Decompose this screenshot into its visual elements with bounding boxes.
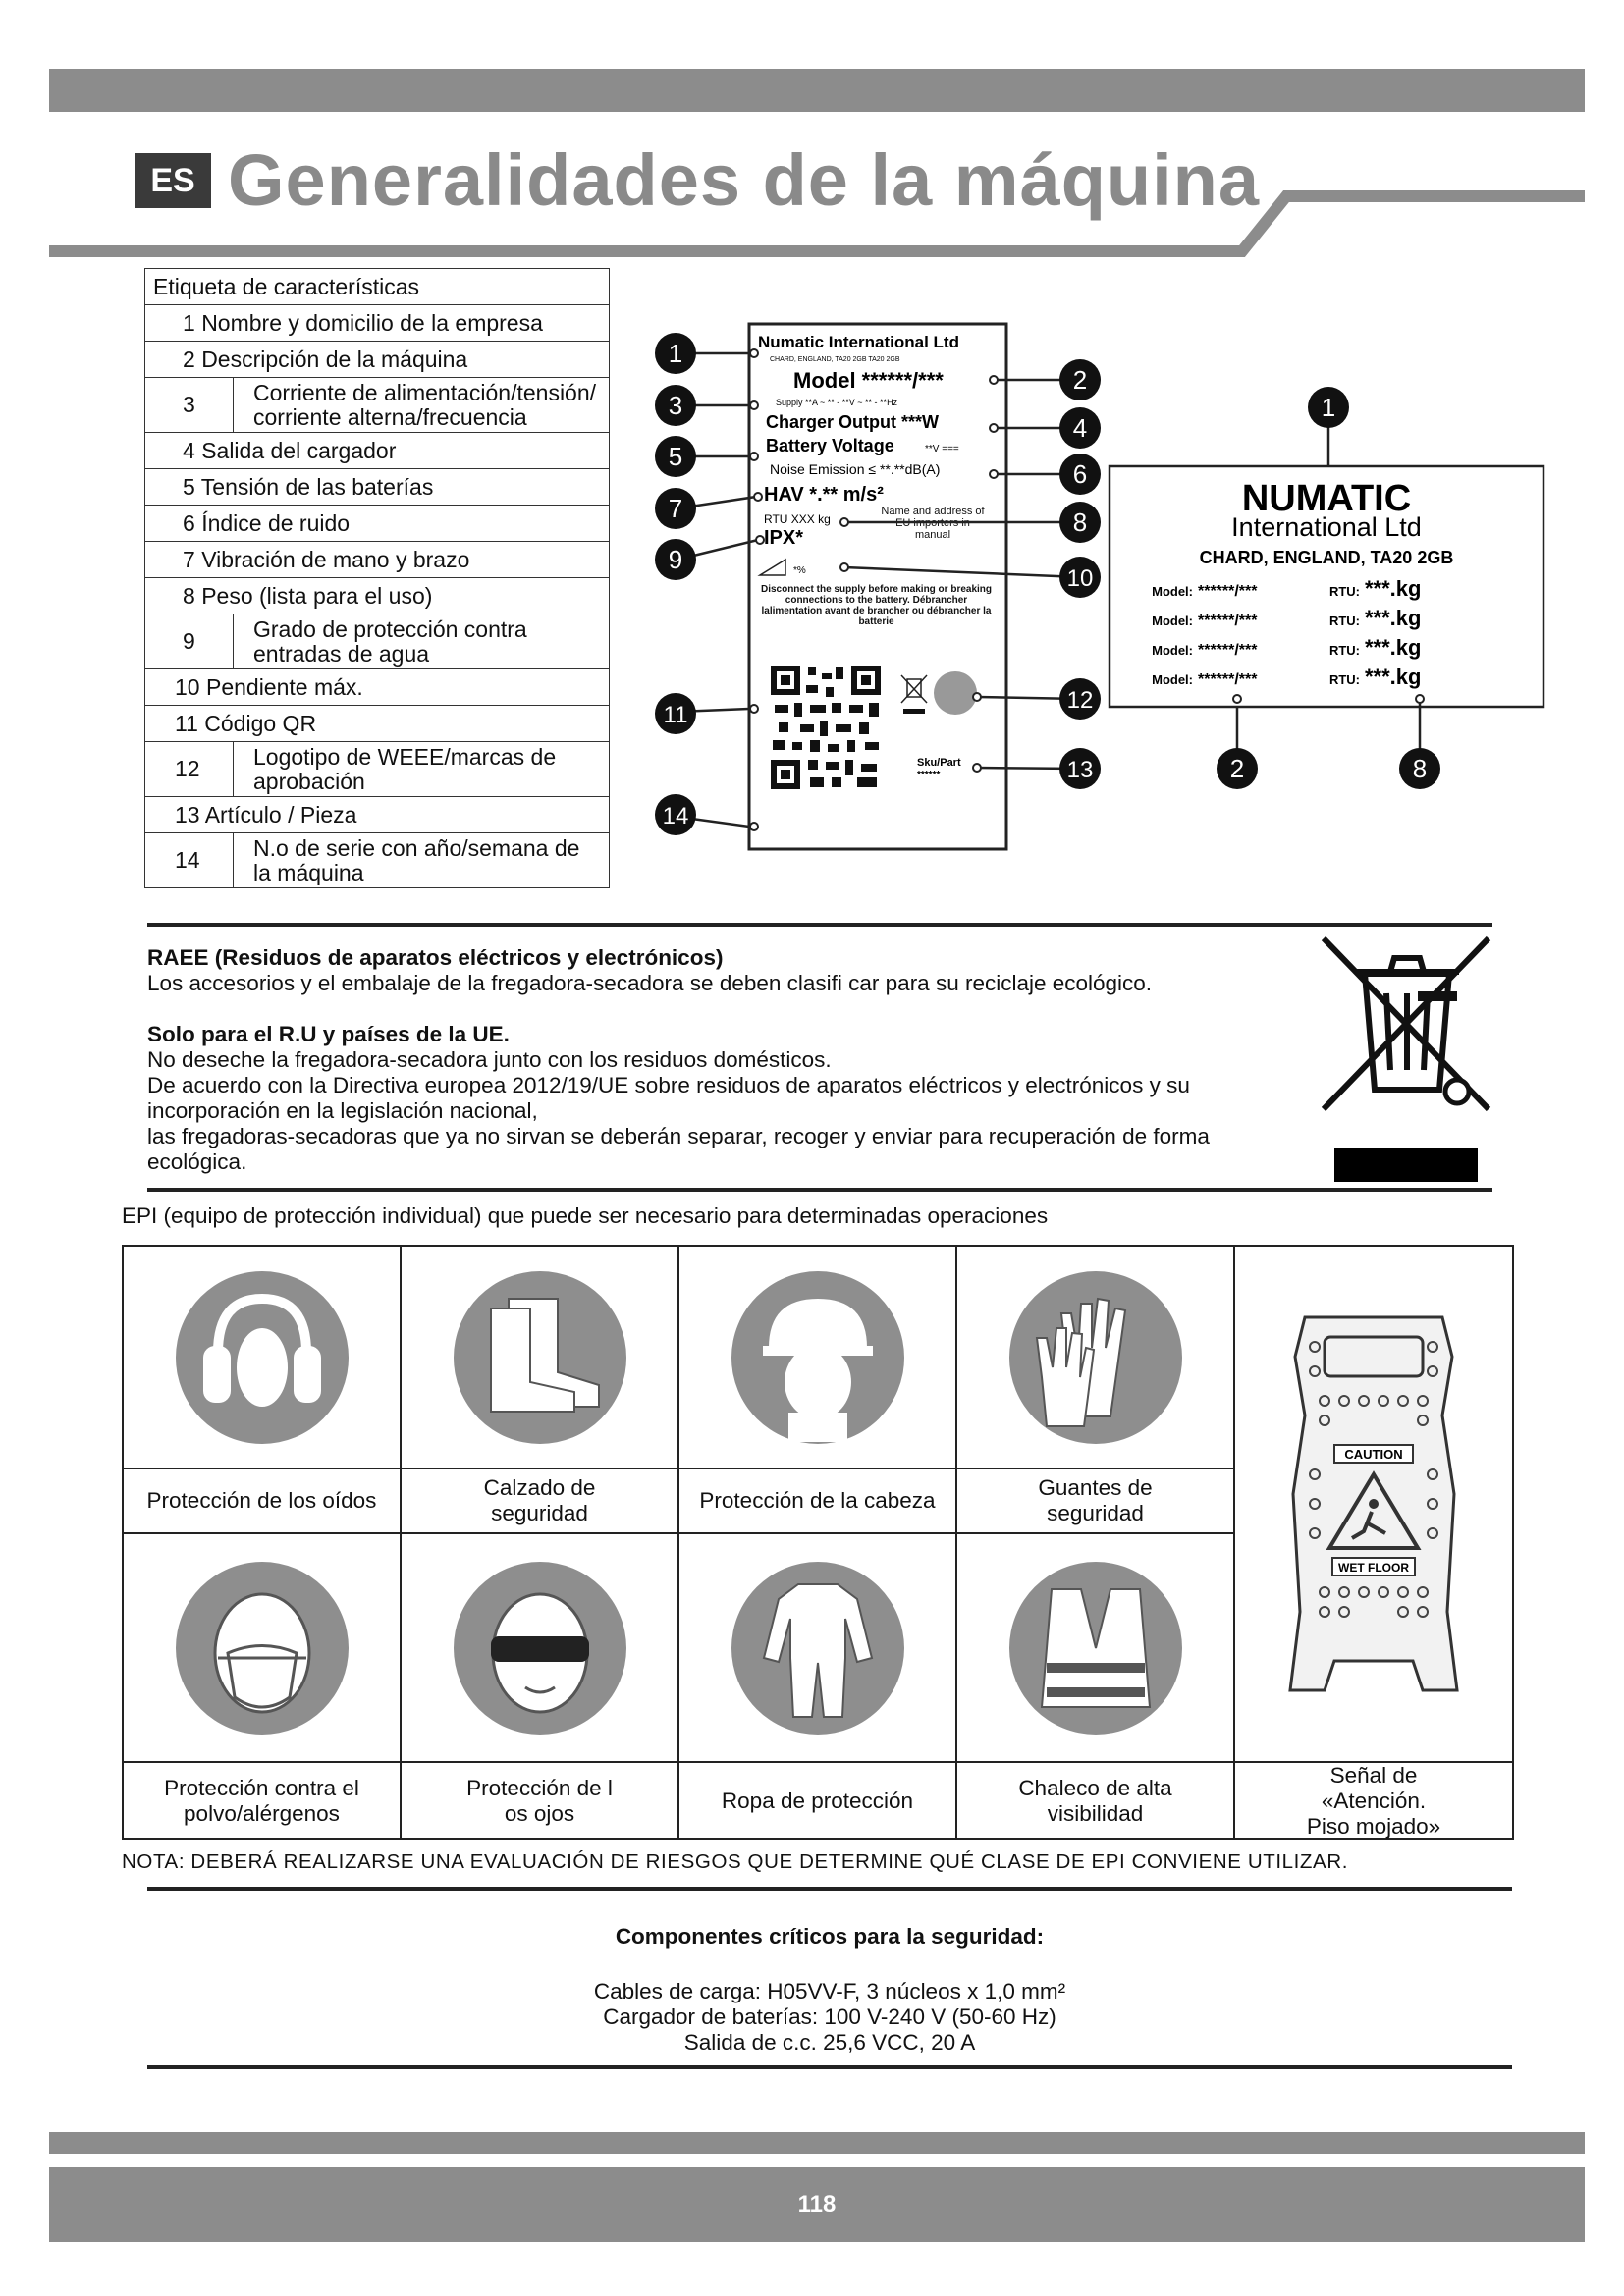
epi-caption: EPI (equipo de protección individual) que puede ser necesario para determinadas operaciones <box>122 1203 1049 1228</box>
ppe-label: Protección de la cabeza <box>679 1469 957 1534</box>
svg-text:Model:: Model: <box>1152 614 1193 628</box>
svg-text:11: 11 <box>663 702 688 728</box>
approval-mark-icon <box>934 671 977 715</box>
badge-2 <box>1059 359 1101 400</box>
plate-battery-unit: **V === <box>925 444 959 454</box>
badge-12 <box>1059 678 1101 720</box>
svg-text:2: 2 <box>1072 365 1088 395</box>
svg-text:RTU:: RTU: <box>1328 643 1360 658</box>
rating-table-header: Etiqueta de características <box>145 269 610 305</box>
badge-14 <box>655 794 696 835</box>
table-row-number: 12 <box>145 742 234 797</box>
critical-line3: Salida de c.c. 25,6 VCC, 20 A <box>683 2030 976 2055</box>
table-row-number: 9 <box>145 614 234 669</box>
rating-label-table <box>144 268 610 888</box>
ppe-label: Calzado de seguridad <box>402 1469 679 1534</box>
plate-noise: Noise Emission ≤ **.**dB(A) <box>770 461 941 477</box>
eye-protection-icon <box>452 1560 628 1736</box>
table-row-text: Grado de protección contra entradas de agua <box>234 614 610 669</box>
numatic-badge-2 <box>1217 748 1258 789</box>
ppe-label: Protección contra el polvo/alérgenos <box>124 1763 402 1840</box>
plate-rtu: RTU XXX kg <box>764 512 831 526</box>
svg-text:***.kg: ***.kg <box>1365 665 1422 689</box>
svg-text:******/***: ******/*** <box>1198 671 1258 688</box>
ppe-cell-boots <box>402 1247 679 1469</box>
plate-hav: HAV *.** m/s² <box>764 484 884 506</box>
ppe-label: Protección de los oídos <box>124 1469 402 1534</box>
svg-text:8: 8 <box>1072 507 1088 537</box>
divider <box>147 923 1492 927</box>
numatic-sub: International Ltd <box>1231 512 1422 542</box>
critical-components <box>147 1924 1512 2056</box>
svg-text:10: 10 <box>1066 565 1094 592</box>
nota-text: NOTA: DEBERÁ REALIZARSE UNA EVALUACIÓN DE RIESGOS QUE DETERMINE QUÉ CLASE DE EPI CONVIENE UTILIZAR. <box>122 1850 1349 1873</box>
head-protection-icon <box>730 1269 906 1446</box>
weee-line4: las fregadoras-secadoras que ya no sirvan se deberán separar, recoger y enviar para recuperación de forma ecológica. <box>147 1124 1210 1174</box>
critical-heading: Componentes críticos para la seguridad: <box>615 1924 1045 1949</box>
footer-bar <box>49 2167 1585 2242</box>
svg-text:3: 3 <box>668 391 683 420</box>
divider <box>147 2065 1512 2069</box>
svg-text:Model:: Model: <box>1152 672 1193 687</box>
svg-text:6: 6 <box>1072 459 1088 489</box>
ppe-label: Chaleco de alta visibilidad <box>957 1763 1235 1840</box>
safety-boots-icon <box>452 1269 628 1446</box>
ppe-cell-gloves <box>957 1247 1235 1469</box>
numatic-brand: NUMATIC <box>1241 478 1412 519</box>
weee-line2: No deseche la fregadora-secadora junto con los residuos domésticos. <box>147 1047 832 1072</box>
numatic-badge-1 <box>1308 387 1349 428</box>
ppe-cell-dust <box>124 1534 402 1763</box>
numatic-badge-8 <box>1399 748 1440 789</box>
badge-8 <box>1059 502 1101 543</box>
svg-text:***.kg: ***.kg <box>1365 576 1422 601</box>
table-row: 13 Artículo / Pieza <box>145 797 610 833</box>
plate-model: Model ******/*** <box>793 368 944 393</box>
table-row: 5 Tensión de las baterías <box>145 469 610 506</box>
sign-wet-floor-text: WET FLOOR <box>1338 1561 1409 1575</box>
badge-11 <box>655 693 696 734</box>
plate-sku-value: ****** <box>917 770 941 780</box>
page-number: 118 <box>797 2191 837 2217</box>
language-badge: ES <box>135 153 211 208</box>
svg-text:******/***: ******/*** <box>1198 583 1258 600</box>
svg-text:Model:: Model: <box>1152 584 1193 599</box>
weee-bin-icon <box>1316 933 1498 1119</box>
ppe-cell-ear <box>124 1247 402 1469</box>
table-row: 8 Peso (lista para el uso) <box>145 578 610 614</box>
plate-disconnect-en: Disconnect the supply before making or breaking connections to the battery. <box>760 584 993 606</box>
divider <box>147 1887 1512 1891</box>
badge-3 <box>655 385 696 426</box>
top-bar <box>49 69 1585 112</box>
table-row: 1 Nombre y domicilio de la empresa <box>145 305 610 342</box>
numatic-address: CHARD, ENGLAND, TA20 2GB <box>1199 548 1454 567</box>
weee-heading2: Solo para el R.U y países de la UE. <box>147 1022 510 1046</box>
critical-line2: Cargador de baterías: 100 V-240 V (50-60 Hz) <box>603 2004 1056 2029</box>
dust-mask-icon <box>174 1560 351 1736</box>
badge-13 <box>1059 748 1101 789</box>
ppe-label: Guantes de seguridad <box>957 1469 1235 1534</box>
table-row: 11 Código QR <box>145 706 610 742</box>
ppe-cell-wet-floor <box>1235 1247 1512 1763</box>
weee-section <box>147 945 1296 1175</box>
ppe-grid <box>122 1245 1514 1840</box>
plate-address: CHARD, ENGLAND, TA20 2GB TA20 2GB <box>770 356 900 363</box>
table-row-text: Logotipo de WEEE/marcas de aprobación <box>234 742 610 797</box>
ppe-label: Señal de «Atención. Piso mojado» <box>1306 1763 1441 1839</box>
svg-text:1: 1 <box>668 339 683 368</box>
protective-clothing-icon <box>730 1560 906 1736</box>
ppe-label: Protección de l os ojos <box>402 1763 679 1840</box>
svg-text:12: 12 <box>1066 687 1094 714</box>
weee-line1: Los accesorios y el embalaje de la fregadora-secadora se deben clasifi car para su reciclaje ecológico. <box>147 971 1153 995</box>
svg-text:13: 13 <box>1066 757 1094 783</box>
svg-text:4: 4 <box>1072 413 1088 443</box>
page-title: Generalidades de la máquina <box>228 139 1261 221</box>
critical-line1: Cables de carga: H05VV-F, 3 núcleos x 1,0 mm² <box>593 1979 1066 2003</box>
plate-battery-voltage: Battery Voltage <box>766 436 894 455</box>
weee-underline-bar <box>1334 1148 1478 1182</box>
plate-supply: Supply **A ~ ** - **V ~ ** - **Hz <box>776 398 898 407</box>
svg-text:9: 9 <box>668 545 683 574</box>
svg-text:5: 5 <box>668 442 683 471</box>
plate-company: Numatic International Ltd <box>758 333 959 351</box>
svg-text:2: 2 <box>1229 754 1245 783</box>
badge-7 <box>655 488 696 529</box>
table-row-text: Corriente de alimentación/tensión/ corriente alterna/frecuencia <box>234 378 610 433</box>
label-plate-diagram <box>638 314 1624 864</box>
svg-text:******/***: ******/*** <box>1198 613 1258 629</box>
svg-text:RTU:: RTU: <box>1328 584 1360 599</box>
plate-slope: *% <box>793 565 806 576</box>
safety-gloves-icon <box>1007 1269 1184 1446</box>
svg-text:1: 1 <box>1321 393 1336 422</box>
svg-text:Model:: Model: <box>1152 643 1193 658</box>
divider <box>147 1188 1492 1192</box>
table-row: 7 Vibración de mano y brazo <box>145 542 610 578</box>
ppe-label: Ropa de protección <box>679 1763 957 1840</box>
table-row: 2 Descripción de la máquina <box>145 342 610 378</box>
weee-heading: RAEE (Residuos de aparatos eléctricos y electrónicos) <box>147 945 724 970</box>
badge-6 <box>1059 454 1101 495</box>
svg-text:RTU:: RTU: <box>1328 614 1360 628</box>
weee-line3: De acuerdo con la Directiva europea 2012/19/UE sobre residuos de aparatos eléctricos y electrónicos y su incorporación en la legislación nacional, <box>147 1073 1190 1123</box>
qr-code-icon <box>771 666 881 789</box>
badge-4 <box>1059 407 1101 449</box>
hi-vis-vest-icon <box>1007 1560 1184 1736</box>
plate-charger-output: Charger Output ***W <box>766 412 940 432</box>
bottom-bar <box>49 2132 1585 2154</box>
table-row-text: N.o de serie con año/semana de la máquina <box>234 833 610 888</box>
badge-5 <box>655 436 696 477</box>
svg-text:RTU:: RTU: <box>1328 672 1360 687</box>
table-row: 4 Salida del cargador <box>145 433 610 469</box>
table-row-number: 14 <box>145 833 234 888</box>
ppe-cell-head <box>679 1247 957 1469</box>
sign-caution-text: CAUTION <box>1344 1447 1403 1462</box>
ear-protection-icon <box>174 1269 351 1446</box>
title-underline <box>0 187 1624 265</box>
svg-text:8: 8 <box>1412 754 1428 783</box>
table-row-number: 3 <box>145 378 234 433</box>
svg-text:******/***: ******/*** <box>1198 642 1258 659</box>
plate-importers: Name and address of EU importers in manual <box>881 506 985 541</box>
svg-text:***.kg: ***.kg <box>1365 635 1422 660</box>
ppe-cell-clothing <box>679 1534 957 1763</box>
ppe-cell-vest <box>957 1534 1235 1763</box>
table-row: 6 Índice de ruido <box>145 506 610 542</box>
table-row: 10 Pendiente máx. <box>145 669 610 706</box>
svg-text:***.kg: ***.kg <box>1365 606 1422 630</box>
plate-ipx: IPX* <box>764 527 804 549</box>
plate-disconnect-fr: Débrancher lalimentation avant de brancher ou débrancher la batterie <box>761 595 992 627</box>
badge-10 <box>1059 557 1101 598</box>
svg-text:7: 7 <box>668 494 683 523</box>
wet-floor-sign-icon <box>1275 1298 1472 1710</box>
badge-9 <box>655 539 696 580</box>
badge-1 <box>655 333 696 374</box>
svg-text:14: 14 <box>662 803 689 829</box>
ppe-cell-eyes <box>402 1534 679 1763</box>
plate-sku: Sku/Part <box>917 757 961 769</box>
